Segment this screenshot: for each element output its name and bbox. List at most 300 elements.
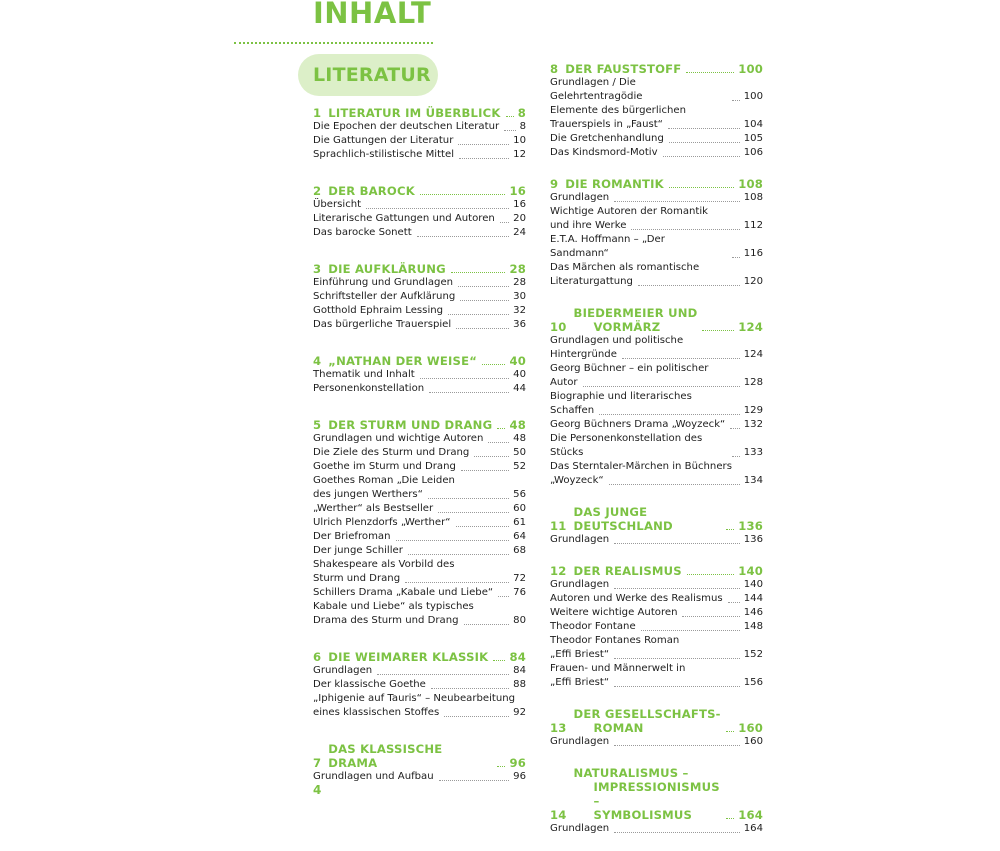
toc-section: [550, 503, 763, 547]
entry-title-line: „Effi Briest“: [550, 677, 610, 688]
entry-page: 134: [743, 475, 763, 486]
entry-title: Die Personenkonstellation des Stücks: [550, 433, 703, 458]
toc-section: [550, 175, 763, 289]
leader-dots: [396, 540, 510, 541]
entry-page: 116: [743, 248, 763, 259]
entry-title-line: eines klassischen Stoffes: [313, 707, 440, 718]
entry-page: 50: [513, 447, 526, 458]
toc-entry[interactable]: [313, 502, 526, 516]
entry-title-line: Das Sterntaler-Märchen in Büchners: [550, 461, 732, 472]
section-number: 3: [313, 262, 322, 276]
leader-dots: [732, 100, 740, 101]
leader-dots: [614, 686, 740, 687]
section-number: 2: [313, 184, 322, 198]
toc-entry[interactable]: [313, 368, 526, 382]
leader-dots: [366, 208, 509, 209]
toc-entry[interactable]: [313, 530, 526, 544]
section-title: „NATHAN DER WEISE“: [328, 354, 478, 368]
entry-title-row: [550, 648, 763, 662]
entry-page: 16: [513, 199, 526, 210]
section-title: DIE AUFKLÄRUNG: [328, 262, 446, 276]
entry-page: 128: [743, 377, 763, 388]
toc-section: [313, 416, 526, 628]
entry-page: 106: [743, 147, 763, 158]
toc-section: [550, 705, 763, 749]
section-number: 11: [550, 519, 567, 533]
entry-title: Der klassische Goethe: [313, 679, 426, 690]
entry-page: 124: [743, 349, 763, 360]
toc-section: [313, 648, 526, 720]
section-title: [574, 306, 698, 334]
leader-dots: [726, 818, 734, 819]
toc-entry[interactable]: [550, 578, 763, 592]
entry-title: Gotthold Ephraim Lessing: [313, 305, 444, 316]
entry-title-line: Sturm und Drang: [313, 573, 401, 584]
entry-title-line: Goethes Roman „Die Leiden: [313, 475, 455, 486]
entry-page: 76: [513, 587, 526, 598]
entry-title-line: Grundlagen und politische: [550, 335, 684, 346]
toc-entry[interactable]: [550, 76, 763, 104]
entry-title: Schillers Drama „Kabale und Liebe“: [313, 587, 494, 598]
leader-dots: [460, 300, 509, 301]
toc-column-left: [313, 104, 526, 804]
entry-title-line: Drama des Sturm und Drang: [313, 615, 459, 626]
entry-page: 84: [513, 665, 526, 676]
toc-entry[interactable]: [313, 382, 526, 396]
section-heading[interactable]: [313, 182, 526, 198]
toc-entry[interactable]: [550, 233, 763, 261]
entry-title: Die Ziele des Sturm und Drang: [313, 447, 470, 458]
entry-page: 36: [513, 319, 526, 330]
toc-entry[interactable]: [313, 120, 526, 134]
entry-page: 24: [513, 227, 526, 238]
leader-dots: [458, 286, 509, 287]
entry-title-line: des jungen Werthers“: [313, 489, 423, 500]
leader-dots: [456, 526, 510, 527]
toc-entry[interactable]: [550, 390, 763, 418]
toc-entry[interactable]: [313, 474, 526, 502]
entry-title: „Werther“ als Bestseller: [313, 503, 434, 514]
toc-entry[interactable]: [550, 191, 763, 205]
leader-dots: [420, 194, 506, 195]
entry-page: 104: [743, 119, 763, 130]
entry-title-row: [550, 275, 763, 289]
leader-dots: [420, 378, 509, 379]
entry-title: Grundlagen / Die Gelehrtentragödie: [550, 77, 643, 102]
leader-dots: [609, 484, 740, 485]
leader-dots: [614, 658, 740, 659]
leader-dots: [669, 187, 734, 188]
toc-entry[interactable]: [550, 261, 763, 289]
section-page: 84: [509, 650, 526, 664]
entry-page: 30: [513, 291, 526, 302]
entry-title: Die Epochen der deutschen Literatur: [313, 121, 500, 132]
title-divider: [234, 42, 433, 44]
entry-page: 12: [513, 149, 526, 160]
toc-entry[interactable]: [550, 606, 763, 620]
section-title: DER REALISMUS: [573, 564, 682, 578]
toc-entry[interactable]: [550, 432, 763, 460]
leader-dots: [417, 236, 509, 237]
toc-entry[interactable]: [550, 533, 763, 547]
entry-title-line: Das Märchen als romantische: [550, 262, 700, 273]
entry-title-line: Literaturgattung: [550, 276, 633, 287]
toc-entry[interactable]: [550, 592, 763, 606]
entry-title: Grundlagen: [550, 823, 610, 834]
entry-title-row: [313, 572, 526, 586]
section-heading[interactable]: [550, 764, 763, 822]
section-number: 4: [313, 354, 322, 368]
toc-entry[interactable]: [550, 735, 763, 749]
entry-page: 60: [513, 503, 526, 514]
toc-section: [313, 182, 526, 240]
toc-section: [313, 352, 526, 396]
leader-dots: [439, 780, 509, 781]
section-page: 100: [738, 62, 763, 76]
entry-page: 129: [743, 405, 763, 416]
toc-entry[interactable]: [313, 692, 526, 720]
leader-dots: [448, 314, 509, 315]
entry-title: E.T.A. Hoffmann – „Der Sandmann“: [550, 234, 665, 259]
entry-page: 160: [743, 736, 763, 747]
entry-title-line: Georg Büchner – ein politischer: [550, 363, 709, 374]
entry-page: 68: [513, 545, 526, 556]
entry-title: Autoren und Werke des Realismus: [550, 593, 723, 604]
section-title: DER STURM UND DRANG: [328, 418, 493, 432]
entry-page: 132: [743, 419, 763, 430]
toc-entry[interactable]: [550, 205, 763, 233]
leader-dots: [444, 716, 509, 717]
toc-entry[interactable]: [550, 634, 763, 662]
entry-page: 100: [743, 91, 763, 102]
section-title: LITERATUR IM ÜBERBLICK: [328, 106, 501, 120]
toc-entry[interactable]: [550, 104, 763, 132]
entry-title-line: Biographie und literarisches: [550, 391, 692, 402]
toc-section: [313, 104, 526, 162]
section-heading[interactable]: [313, 104, 526, 120]
leader-dots: [405, 582, 509, 583]
toc-entry[interactable]: [313, 318, 526, 332]
entry-title-line: Wichtige Autoren der Romantik: [550, 206, 709, 217]
entry-page: 156: [743, 677, 763, 688]
entry-title-line: Autor: [550, 377, 578, 388]
entry-title: Schriftsteller der Aufklärung: [313, 291, 456, 302]
toc-entry[interactable]: [550, 132, 763, 146]
entry-title: Literarische Gattungen und Autoren: [313, 213, 495, 224]
entry-title: Das bürgerliche Trauerspiel: [313, 319, 452, 330]
leader-dots: [451, 272, 506, 273]
entry-page: 120: [743, 276, 763, 287]
entry-title: Sprachlich-stilistische Mittel: [313, 149, 455, 160]
section-number: 6: [313, 650, 322, 664]
section-number: 7: [313, 756, 322, 770]
section-page: 28: [509, 262, 526, 276]
section-page: 16: [509, 184, 526, 198]
entry-page: 96: [513, 771, 526, 782]
toc-entry[interactable]: [313, 134, 526, 148]
entry-title: Das barocke Sonett: [313, 227, 412, 238]
entry-title-line: Frauen- und Männerwelt in: [550, 663, 686, 674]
entry-title: Personenkonstellation: [313, 383, 425, 394]
entry-title: Grundlagen: [550, 192, 610, 203]
section-page: 40: [509, 354, 526, 368]
section-number: 10: [550, 320, 567, 334]
leader-dots: [431, 688, 509, 689]
leader-dots: [622, 358, 740, 359]
leader-dots: [438, 512, 509, 513]
entry-page: 48: [513, 433, 526, 444]
entry-page: 133: [743, 447, 763, 458]
leader-dots: [682, 616, 739, 617]
section-heading[interactable]: [313, 260, 526, 276]
entry-title: Grundlagen und Aufbau: [313, 771, 434, 782]
leader-dots: [726, 731, 735, 732]
toc-entry[interactable]: [313, 446, 526, 460]
leader-dots: [488, 442, 509, 443]
entry-page: 146: [743, 607, 763, 618]
entry-title-line: „Woyzeck“: [550, 475, 604, 486]
leader-dots: [498, 596, 509, 597]
leader-dots: [377, 674, 509, 675]
toc-entry[interactable]: [313, 770, 526, 784]
leader-dots: [726, 529, 734, 530]
entry-title-row: [313, 488, 526, 502]
section-number: 12: [550, 564, 567, 578]
entry-page: 56: [513, 489, 526, 500]
entry-page: 64: [513, 531, 526, 542]
section-heading[interactable]: [313, 352, 526, 368]
entry-title: Grundlagen: [550, 534, 610, 545]
toc-entry[interactable]: [313, 558, 526, 586]
toc-entry[interactable]: [550, 362, 763, 390]
section-heading[interactable]: [313, 740, 526, 770]
leader-dots: [497, 766, 505, 767]
toc-entry[interactable]: [313, 148, 526, 162]
toc-entry[interactable]: [313, 290, 526, 304]
entry-page: 52: [513, 461, 526, 472]
leader-dots: [497, 428, 505, 429]
entry-title: Georg Büchners Drama „Woyzeck“: [550, 419, 726, 430]
entry-page: 44: [513, 383, 526, 394]
leader-dots: [474, 456, 509, 457]
section-number: 14: [550, 808, 567, 822]
leader-dots: [458, 144, 509, 145]
page-title: INHALT: [313, 0, 432, 30]
section-number: 5: [313, 418, 322, 432]
entry-title-line: Shakespeare als Vorbild des: [313, 559, 455, 570]
toc-entry[interactable]: [313, 226, 526, 240]
section-number: 13: [550, 721, 567, 735]
leader-dots: [687, 574, 734, 575]
leader-dots: [730, 428, 739, 429]
entry-page: 164: [743, 823, 763, 834]
section-title: DAS JUNGE DEUTSCHLAND: [573, 505, 673, 533]
entry-title-row: [313, 706, 526, 720]
section-page: 124: [738, 320, 763, 334]
section-heading[interactable]: [550, 562, 763, 578]
section-title: [574, 707, 721, 735]
leader-dots: [686, 72, 734, 73]
entry-page: 10: [513, 135, 526, 146]
entry-page: 152: [743, 649, 763, 660]
entry-page: 92: [513, 707, 526, 718]
leader-dots: [583, 386, 740, 387]
section-page: 96: [509, 756, 526, 770]
toc-section: [550, 304, 763, 488]
entry-page: 144: [743, 593, 763, 604]
leader-dots: [428, 498, 509, 499]
entry-title: Theodor Fontane: [550, 621, 636, 632]
toc-entry[interactable]: [313, 586, 526, 600]
leader-dots: [614, 201, 740, 202]
section-page: 136: [738, 519, 763, 533]
entry-page: 80: [513, 615, 526, 626]
entry-title: Einführung und Grundlagen: [313, 277, 454, 288]
section-heading[interactable]: [550, 503, 763, 533]
entry-page: 148: [743, 621, 763, 632]
toc-entry[interactable]: [550, 460, 763, 488]
toc-entry[interactable]: [313, 276, 526, 290]
entry-title-line: und ihre Werke: [550, 220, 627, 231]
entry-title-row: [550, 376, 763, 390]
entry-title-line: Schaffen: [550, 405, 595, 416]
entry-page: 20: [513, 213, 526, 224]
toc-column-right: [550, 60, 763, 851]
entry-title-row: [550, 219, 763, 233]
section-title-line: NATURALISMUS –: [573, 766, 689, 780]
entry-page: 40: [513, 369, 526, 380]
toc-entry[interactable]: [550, 334, 763, 362]
toc-entry[interactable]: [550, 620, 763, 634]
entry-page: 28: [513, 277, 526, 288]
toc-entry[interactable]: [550, 662, 763, 690]
leader-dots: [663, 156, 740, 157]
leader-dots: [599, 414, 740, 415]
entry-title: Goethe im Sturm und Drang: [313, 461, 456, 472]
toc-entry[interactable]: [313, 544, 526, 558]
leader-dots: [614, 745, 740, 746]
section-heading[interactable]: [550, 705, 763, 735]
toc-section: [550, 60, 763, 160]
leader-dots: [702, 330, 734, 331]
entry-page: 108: [743, 192, 763, 203]
toc-entry[interactable]: [313, 600, 526, 628]
toc-entry[interactable]: [550, 146, 763, 160]
leader-dots: [732, 456, 740, 457]
leader-dots: [408, 554, 509, 555]
toc-entry[interactable]: [313, 304, 526, 318]
entry-title-line: Kabale und Liebe“ als typisches: [313, 601, 474, 612]
section-title: DIE WEIMARER KLASSIK: [328, 650, 489, 664]
leader-dots: [429, 392, 509, 393]
toc-entry[interactable]: [313, 198, 526, 212]
section-page: 8: [517, 106, 526, 120]
section-title-line: IMPRESSIONISMUS –: [593, 780, 720, 808]
section-title: DAS KLASSISCHE DRAMA: [328, 742, 443, 770]
toc-section: [313, 260, 526, 332]
leader-dots: [461, 470, 509, 471]
section-number: 8: [550, 62, 559, 76]
entry-title: Der junge Schiller: [313, 545, 403, 556]
leader-dots: [506, 116, 514, 117]
leader-dots: [464, 624, 510, 625]
section-title: [574, 766, 722, 822]
entry-page: 32: [513, 305, 526, 316]
leader-dots: [493, 660, 505, 661]
section-heading[interactable]: [313, 648, 526, 664]
leader-dots: [614, 543, 740, 544]
section-heading[interactable]: [550, 175, 763, 191]
leader-dots: [614, 832, 740, 833]
entry-title: Grundlagen: [550, 736, 610, 747]
entry-title: Grundlagen und wichtige Autoren: [313, 433, 484, 444]
entry-title-line: „Iphigenie auf Tauris“ – Neubearbeitung: [313, 693, 516, 704]
toc-entry[interactable]: [313, 460, 526, 474]
section-heading[interactable]: [313, 416, 526, 432]
entry-title: Die Gattungen der Literatur: [313, 135, 454, 146]
section-title-line: VORMÄRZ: [593, 320, 661, 334]
toc-entry[interactable]: [550, 418, 763, 432]
section-heading[interactable]: [550, 60, 763, 76]
leader-dots: [459, 158, 509, 159]
entry-page: 72: [513, 573, 526, 584]
section-page: 140: [738, 564, 763, 578]
entry-page: 8: [519, 121, 526, 132]
section-page: 48: [509, 418, 526, 432]
entry-title-row: [550, 404, 763, 418]
section-number: 9: [550, 177, 559, 191]
section-heading[interactable]: [550, 304, 763, 334]
section-title: DIE ROMANTIK: [565, 177, 664, 191]
toc-section: [550, 562, 763, 690]
entry-title-line: Trauerspiels in „Faust“: [550, 119, 663, 130]
entry-page: 140: [743, 579, 763, 590]
section-page: 160: [738, 721, 763, 735]
entry-title: Grundlagen: [313, 665, 373, 676]
toc-entry[interactable]: [313, 678, 526, 692]
leader-dots: [631, 229, 739, 230]
leader-dots: [482, 364, 505, 365]
section-page: 164: [738, 808, 763, 822]
entry-title-row: [550, 676, 763, 690]
section-page: 108: [738, 177, 763, 191]
toc-entry[interactable]: [313, 212, 526, 226]
entry-title: Ulrich Plenzdorfs „Werther“: [313, 517, 451, 528]
toc-section: [550, 764, 763, 836]
section-title: DER BAROCK: [328, 184, 415, 198]
section-title-line: BIEDERMEIER UND: [573, 306, 698, 320]
entry-title: Das Kindsmord-Motiv: [550, 147, 658, 158]
section-title: DER FAUSTSTOFF: [565, 62, 682, 76]
toc-entry[interactable]: [313, 516, 526, 530]
entry-page: 105: [743, 133, 763, 144]
entry-title-line: Theodor Fontanes Roman: [550, 635, 680, 646]
toc-section: [313, 740, 526, 784]
toc-entry[interactable]: [313, 664, 526, 678]
leader-dots: [614, 588, 740, 589]
leader-dots: [504, 130, 515, 131]
toc-entry[interactable]: [550, 822, 763, 836]
section-number: 1: [313, 106, 322, 120]
entry-title-row: [313, 614, 526, 628]
entry-page: 88: [513, 679, 526, 690]
section-title-line: DER GESELLSCHAFTS-: [573, 707, 721, 721]
section-title-line: ROMAN: [593, 721, 644, 735]
entry-title: Thematik und Inhalt: [313, 369, 415, 380]
leader-dots: [732, 257, 740, 258]
leader-dots: [668, 128, 740, 129]
toc-entry[interactable]: [313, 432, 526, 446]
